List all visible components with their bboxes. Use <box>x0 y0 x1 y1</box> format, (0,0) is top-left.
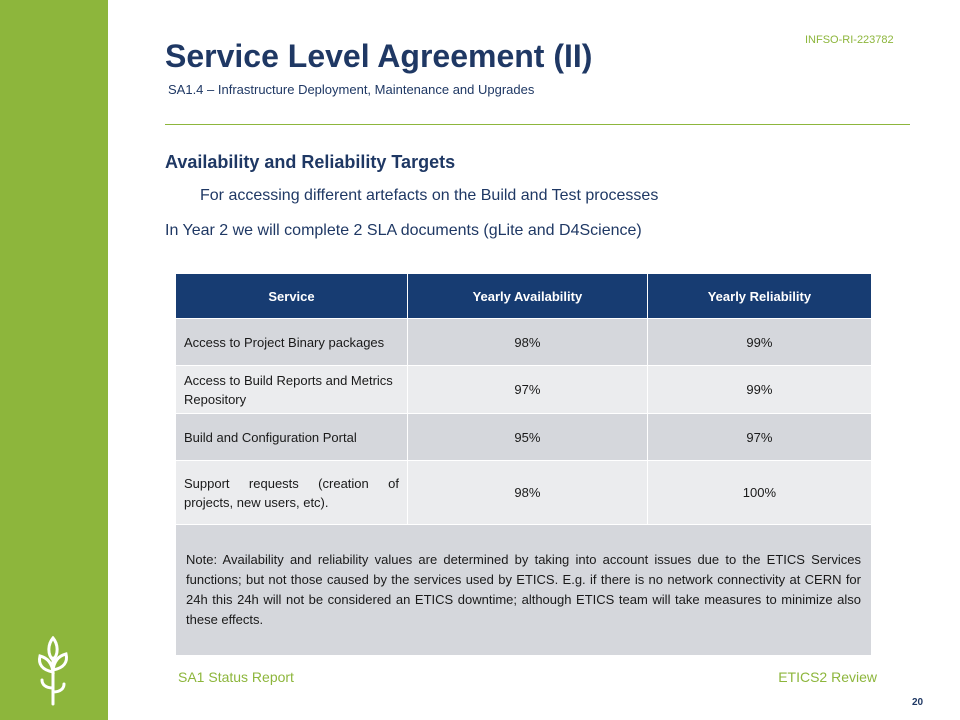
availability-cell: 98% <box>408 461 648 525</box>
table-row <box>176 319 872 366</box>
column-header-service: Service <box>176 274 408 319</box>
page-number: 20 <box>912 697 924 708</box>
table-header-row <box>176 274 872 319</box>
section-heading: Availability and Reliability Targets <box>165 152 456 172</box>
sla-table <box>175 273 872 656</box>
table-note: Note: Availability and reliability values are determined by taking into account issues due to the ETICS Services functions; but not those caused by the services used by ETICS. E.g. if there is no network connectivity at CERN for 24h this 24h will not be considered an ETICS downtime; although ETICS team will take measures to minimize also these effects. <box>176 525 872 656</box>
service-cell: Build and Configuration Portal <box>176 414 408 461</box>
sprout-logo-icon <box>30 636 76 706</box>
availability-cell: 95% <box>408 414 648 461</box>
header-divider <box>165 124 910 125</box>
reliability-cell: 97% <box>647 414 871 461</box>
table-row <box>176 414 872 461</box>
table-row <box>176 461 872 525</box>
reliability-cell: 99% <box>647 366 871 414</box>
project-reference: INFSO-RI-223782 <box>805 34 894 46</box>
footer-report-name: SA1 Status Report <box>178 669 294 685</box>
availability-cell: 98% <box>408 319 648 366</box>
column-header-availability: Yearly Availability <box>408 274 648 319</box>
table-note-row <box>176 525 872 656</box>
column-header-reliability: Yearly Reliability <box>647 274 871 319</box>
service-cell: Access to Build Reports and Metrics Repository <box>176 366 408 414</box>
availability-cell: 97% <box>408 366 648 414</box>
footer-review-name: ETICS2 Review <box>778 669 877 685</box>
service-cell: Support requests (creation of projects, new users, etc). <box>176 461 408 525</box>
body-line-artefacts: For accessing different artefacts on the Build and Test processes <box>200 187 659 204</box>
reliability-cell: 100% <box>647 461 871 525</box>
body-line-sla-documents: In Year 2 we will complete 2 SLA documents (gLite and D4Science) <box>165 222 642 239</box>
page-subtitle: SA1.4 – Infrastructure Deployment, Maintenance and Upgrades <box>168 82 535 97</box>
service-cell: Access to Project Binary packages <box>176 319 408 366</box>
sidebar-band <box>0 0 108 720</box>
page-title: Service Level Agreement (II) <box>165 38 593 74</box>
reliability-cell: 99% <box>647 319 871 366</box>
table-row <box>176 366 872 414</box>
